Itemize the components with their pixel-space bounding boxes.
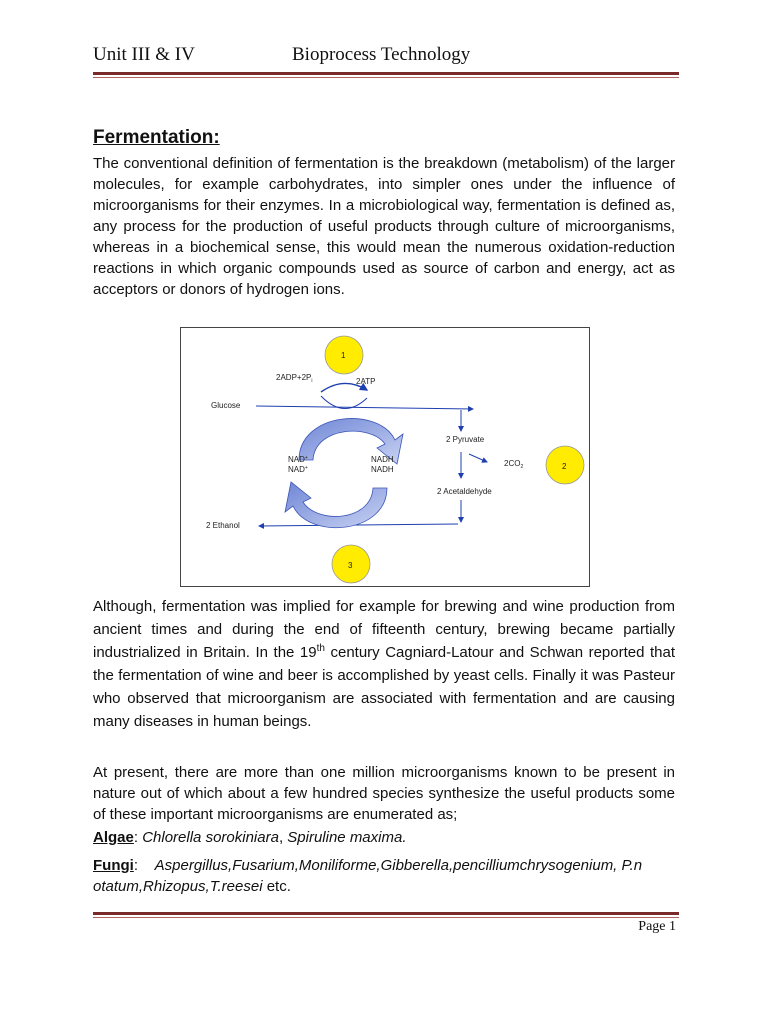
nad-cycle-bottom-arrow <box>285 482 387 528</box>
glucose-label: Glucose <box>211 401 241 410</box>
algae-label: Algae <box>93 829 134 846</box>
nadh-label-2: NADH <box>371 465 394 474</box>
ethanol-label: 2 Ethanol <box>206 521 240 530</box>
paragraph-definition: The conventional definition of fermentation is the breakdown (metabolism) of the larger molecules, for example carbohydrates, into simpler ones under the influence of microorganisms for their enzymes. In a microbiological way, fermentation is defined as, any process for the production of useful products through culture of microorganisms, whereas in a biochemical sense, this would mean the numerous oxidation-reduction reactions in which organic compounds used as source of carbon and energy, act as acceptors or donors of hydrogen ions. <box>93 155 675 298</box>
adp-label: $2ADP+2P_i$ <box>276 373 313 384</box>
marker-2-label: 2 <box>562 462 567 471</box>
pyruvate-label: 2 Pyruvate <box>446 435 485 444</box>
algae-line: Algae: Chlorella sorokiniara, Spiruline maxima. <box>93 829 407 846</box>
co2-arrow <box>469 454 487 462</box>
fermentation-diagram <box>180 327 590 587</box>
header-subject: Bioprocess Technology <box>292 44 471 65</box>
nadh-label-1: NADH <box>371 455 394 464</box>
nad-label-1: NAD+ <box>288 455 308 464</box>
paragraph-history: Although, fermentation was implied for example for brewing and wine production from ancient times and during the end of fifteenth century, brewing became partially industrialized in Britain. In the 19th century Cagniard-Latour and Schwan reported that the fermentation of wine and beer is accomplished by yeast cells. Finally it was Pasteur who observed that microorganism are associated with fermentation and are causing many diseases in human beings. <box>93 598 675 730</box>
header-unit: Unit III & IV <box>93 44 195 65</box>
page-number: Page 1 <box>638 919 676 934</box>
fungi-line: Fungi: Aspergillus,Fusarium,Moniliforme,Gibberella,pencilliumchrysogenium, P.n otatum,Rhizopus,T.reesei etc. <box>93 857 643 895</box>
header-rule <box>93 72 679 78</box>
glucose-arrow <box>256 406 473 409</box>
footer-rule <box>93 912 679 918</box>
marker-1-label: 1 <box>341 351 346 360</box>
section-heading: Fermentation: <box>93 127 220 148</box>
acetaldehyde-label: 2 Acetaldehyde <box>437 487 492 496</box>
fungi-label: Fungi <box>93 857 134 874</box>
atp-label: 2ATP <box>356 377 376 386</box>
marker-3-label: 3 <box>348 561 353 570</box>
paragraph-present: At present, there are more than one million microorganisms known to be present in nature out of which about a few hundred species synthesize the useful products some of these important microorganisms are enumerated as; <box>93 764 675 823</box>
nad-label-2: NAD+ <box>288 465 308 474</box>
co2-label: $2CO_2$ <box>504 459 524 470</box>
page-header <box>93 44 679 68</box>
